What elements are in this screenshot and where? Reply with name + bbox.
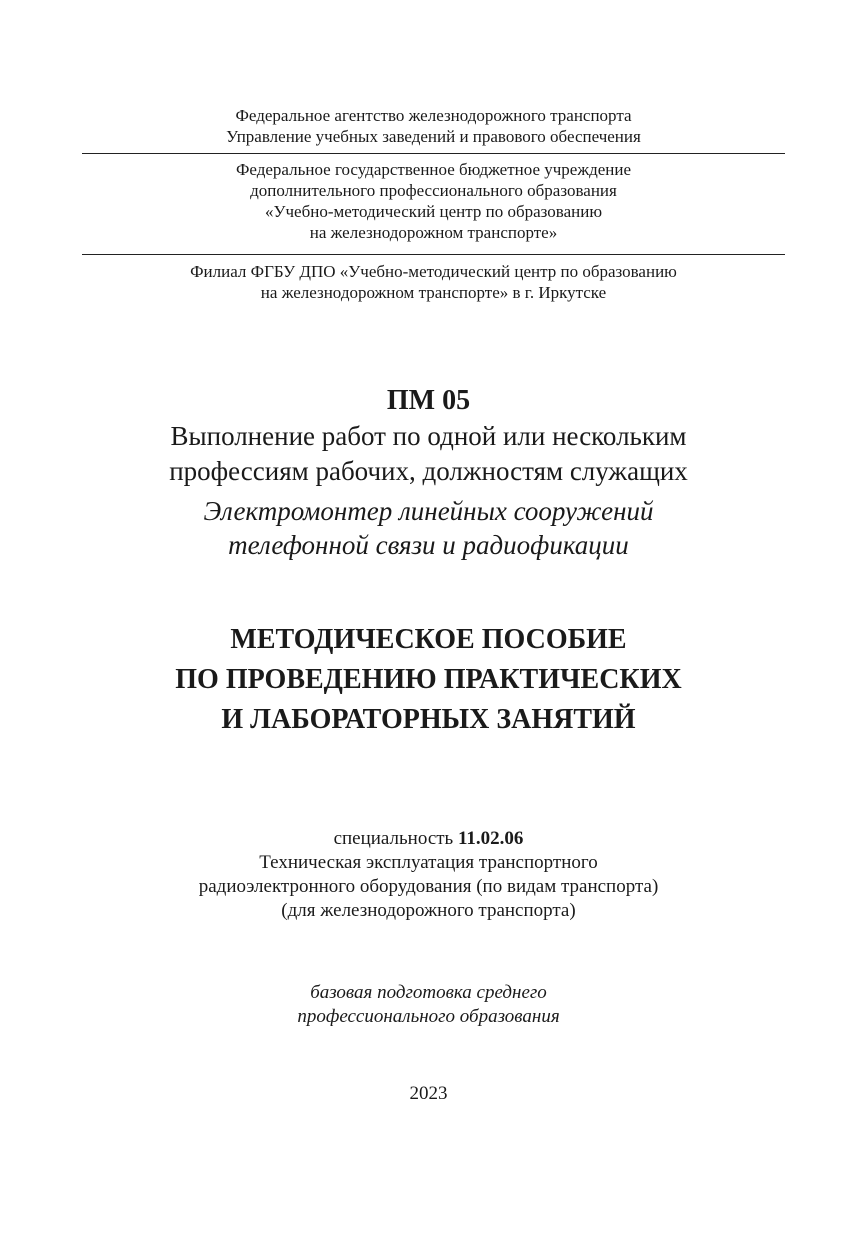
profession-line: Электромонтер линейных сооружений — [203, 496, 654, 526]
training-level-line: базовая подготовка среднего — [310, 982, 547, 1003]
agency-header — [82, 105, 785, 147]
agency-department: Управление учебных заведений и правового обеспечения — [226, 127, 641, 146]
specialty-name-line: Техническая эксплуатация транспортного — [259, 852, 598, 873]
branch-line: Филиал ФГБУ ДПО «Учебно-методический центр по образованию — [190, 262, 677, 281]
document-title-line: И ЛАБОРАТОРНЫХ ЗАНЯТИЙ — [221, 704, 636, 735]
institution-line: на железнодорожном транспорте» — [309, 223, 558, 242]
specialty-label-line — [40, 827, 817, 851]
specialty-code: 11.02.06 — [457, 828, 524, 849]
institution-line: Федеральное государственное бюджетное учреждение — [235, 160, 632, 179]
specialty-name-line: (для железнодорожного транспорта) — [281, 900, 576, 921]
header-divider-2 — [82, 254, 785, 255]
document-title-line: ПО ПРОВЕДЕНИЮ ПРАКТИЧЕСКИХ — [175, 664, 682, 695]
specialty-block — [40, 827, 817, 923]
training-level-line: профессионального образования — [297, 1006, 560, 1027]
publication-year: 2023 — [409, 1083, 448, 1104]
module-code: ПМ 05 — [386, 385, 471, 416]
agency-name: Федеральное агентство железнодорожного транспорта — [235, 106, 632, 125]
specialty-name-line: радиоэлектронного оборудования (по видам транспорта) — [198, 876, 659, 897]
branch-line: на железнодорожном транспорте» в г. Иркутске — [260, 283, 607, 302]
header-divider-1 — [82, 153, 785, 154]
profession-line: телефонной связи и радиофикации — [228, 530, 629, 560]
institution-header — [82, 159, 785, 243]
module-block — [40, 383, 817, 562]
document-title — [40, 620, 817, 740]
institution-line: «Учебно-методический центр по образованию — [264, 202, 603, 221]
module-title-line: профессиям рабочих, должностям служащих — [169, 456, 688, 486]
document-title-line: МЕТОДИЧЕСКОЕ ПОСОБИЕ — [230, 624, 627, 655]
training-level — [40, 981, 817, 1029]
institution-line: дополнительного профессионального образования — [250, 181, 617, 200]
module-title-line: Выполнение работ по одной или нескольким — [170, 421, 687, 451]
specialty-label: специальность — [333, 828, 458, 849]
branch-header — [82, 261, 785, 303]
